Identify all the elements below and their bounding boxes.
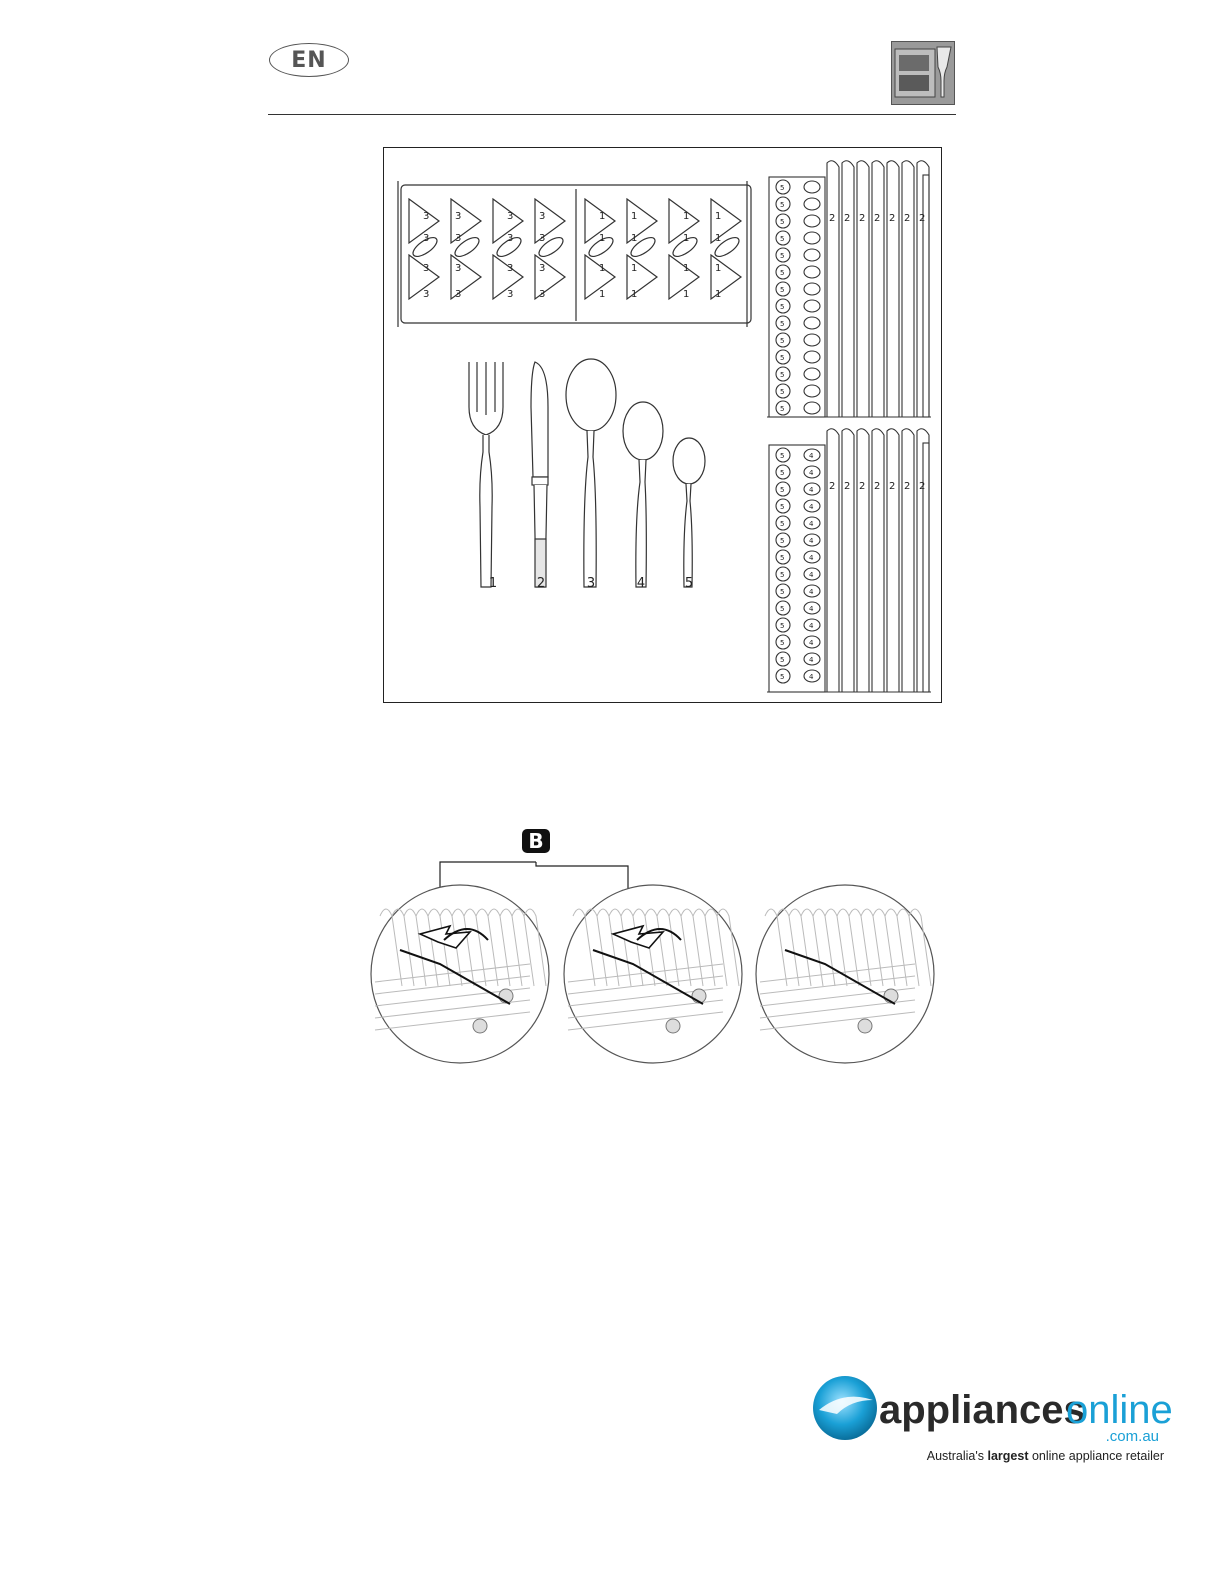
logo-domain: .com.au bbox=[1105, 1428, 1159, 1445]
rack-spoon-label: 4 bbox=[809, 571, 814, 579]
rack-knife-label: 2 bbox=[829, 213, 836, 224]
rack-teaspoon-label: 5 bbox=[780, 622, 785, 630]
item-number-4: 4 bbox=[636, 576, 646, 591]
basket-left-label: 3 bbox=[455, 233, 462, 244]
rack-knife-label: 2 bbox=[859, 213, 866, 224]
basket-right-label: 1 bbox=[715, 263, 722, 274]
basket-right-label: 1 bbox=[631, 263, 638, 274]
rack-teaspoon-label: 5 bbox=[780, 673, 785, 681]
rack-teaspoon-label: 5 bbox=[780, 520, 785, 528]
rack-teaspoon-label: 5 bbox=[780, 486, 785, 494]
basket-left-label: 3 bbox=[423, 289, 430, 300]
rack-spoon-label: 4 bbox=[809, 469, 814, 477]
basket-right-label: 1 bbox=[599, 211, 606, 222]
rack-teaspoon-label: 5 bbox=[780, 388, 785, 396]
header-divider bbox=[268, 114, 956, 115]
rack-knife-label: 2 bbox=[889, 213, 896, 224]
rack-teaspoon-label: 5 bbox=[780, 452, 785, 460]
basket-left-label: 3 bbox=[539, 289, 546, 300]
rack-spoon-label: 4 bbox=[809, 554, 814, 562]
language-badge: EN bbox=[269, 43, 349, 77]
rack-spoon-label: 4 bbox=[809, 673, 814, 681]
basket-left-label: 3 bbox=[507, 289, 514, 300]
rack-teaspoon-label: 5 bbox=[780, 354, 785, 362]
dishwasher-section-icon bbox=[891, 41, 955, 105]
item-number-1: 1 bbox=[488, 576, 498, 591]
basket-right-label: 1 bbox=[683, 233, 690, 244]
basket-left-label: 3 bbox=[539, 233, 546, 244]
basket-left-label: 3 bbox=[507, 211, 514, 222]
basket-left-label: 3 bbox=[539, 263, 546, 274]
item-number-3: 3 bbox=[586, 576, 596, 591]
logo-tagline: Australia's largest online appliance retailer bbox=[926, 1449, 1164, 1463]
appliancesonline-logo bbox=[793, 1370, 1183, 1470]
basket-left-label: 3 bbox=[455, 289, 462, 300]
rack-knife-label: 2 bbox=[874, 213, 881, 224]
rack-knife-label: 2 bbox=[844, 481, 851, 492]
logo-brand-primary: appliances bbox=[879, 1388, 1086, 1432]
basket-step-3 bbox=[756, 885, 934, 1063]
rack-teaspoon-label: 5 bbox=[780, 337, 785, 345]
rack-teaspoon-label: 5 bbox=[780, 503, 785, 511]
rack-spoon-label: 4 bbox=[809, 486, 814, 494]
rack-spoon-label: 4 bbox=[809, 588, 814, 596]
rack-spoon-label: 4 bbox=[809, 520, 814, 528]
rack-teaspoon-label: 5 bbox=[780, 571, 785, 579]
rack-teaspoon-label: 5 bbox=[780, 303, 785, 311]
rack-teaspoon-label: 5 bbox=[780, 184, 785, 192]
rack-knife-label: 2 bbox=[919, 481, 926, 492]
basket-right-label: 1 bbox=[599, 289, 606, 300]
rack-knife-label: 2 bbox=[919, 213, 926, 224]
rack-teaspoon-label: 5 bbox=[780, 269, 785, 277]
basket-left-label: 3 bbox=[455, 263, 462, 274]
rack-teaspoon-label: 5 bbox=[780, 320, 785, 328]
rack-knife-label: 2 bbox=[904, 481, 911, 492]
rack-teaspoon-label: 5 bbox=[780, 537, 785, 545]
rack-spoon-label: 4 bbox=[809, 622, 814, 630]
basket-left-label: 3 bbox=[423, 211, 430, 222]
rack-knife-label: 2 bbox=[844, 213, 851, 224]
rack-spoon-label: 4 bbox=[809, 537, 814, 545]
basket-right-label: 1 bbox=[683, 289, 690, 300]
item-number-5: 5 bbox=[684, 576, 694, 591]
rack-knife-label: 2 bbox=[829, 481, 836, 492]
rack-spoon-label: 4 bbox=[809, 639, 814, 647]
basket-left-label: 3 bbox=[539, 211, 546, 222]
item-number-2: 2 bbox=[536, 576, 546, 591]
rack-knife-label: 2 bbox=[889, 481, 896, 492]
basket-step-circles bbox=[371, 885, 934, 1063]
callout-b-label: B bbox=[522, 829, 550, 853]
rack-teaspoon-label: 5 bbox=[780, 218, 785, 226]
rack-teaspoon-label: 5 bbox=[780, 252, 785, 260]
rack-teaspoon-label: 5 bbox=[780, 405, 785, 413]
rack-teaspoon-label: 5 bbox=[780, 469, 785, 477]
basket-left-label: 3 bbox=[507, 233, 514, 244]
rack-teaspoon-label: 5 bbox=[780, 605, 785, 613]
rack-spoon-label: 4 bbox=[809, 656, 814, 664]
upper-basket-steps-diagram bbox=[370, 852, 950, 1074]
rack-knife-label: 2 bbox=[874, 481, 881, 492]
basket-step-2 bbox=[564, 885, 742, 1063]
basket-right-label: 1 bbox=[715, 211, 722, 222]
basket-right-label: 1 bbox=[683, 263, 690, 274]
rack-teaspoon-label: 5 bbox=[780, 656, 785, 664]
basket-left-label: 3 bbox=[455, 211, 462, 222]
rack-teaspoon-label: 5 bbox=[780, 371, 785, 379]
rack-spoon-label: 4 bbox=[809, 503, 814, 511]
basket-left-label: 3 bbox=[423, 263, 430, 274]
basket-left-label: 3 bbox=[423, 233, 430, 244]
rack-knife-label: 2 bbox=[859, 481, 866, 492]
rack-teaspoon-label: 5 bbox=[780, 639, 785, 647]
basket-step-1 bbox=[371, 885, 549, 1063]
logo-brand-secondary: online bbox=[1066, 1388, 1173, 1432]
rack-teaspoon-label: 5 bbox=[780, 286, 785, 294]
basket-right-label: 1 bbox=[683, 211, 690, 222]
rack-teaspoon-label: 5 bbox=[780, 235, 785, 243]
basket-right-label: 1 bbox=[599, 233, 606, 244]
rack-knife-label: 2 bbox=[904, 213, 911, 224]
basket-right-label: 1 bbox=[599, 263, 606, 274]
basket-right-label: 1 bbox=[631, 233, 638, 244]
basket-right-label: 1 bbox=[715, 289, 722, 300]
rack-teaspoon-label: 5 bbox=[780, 554, 785, 562]
basket-right-label: 1 bbox=[631, 211, 638, 222]
basket-left-label: 3 bbox=[507, 263, 514, 274]
rack-teaspoon-label: 5 bbox=[780, 201, 785, 209]
rack-spoon-label: 4 bbox=[809, 452, 814, 460]
cutlery-loading-diagram bbox=[383, 147, 942, 703]
rack-spoon-label: 4 bbox=[809, 605, 814, 613]
basket-right-label: 1 bbox=[631, 289, 638, 300]
rack-teaspoon-label: 5 bbox=[780, 588, 785, 596]
basket-right-label: 1 bbox=[715, 233, 722, 244]
